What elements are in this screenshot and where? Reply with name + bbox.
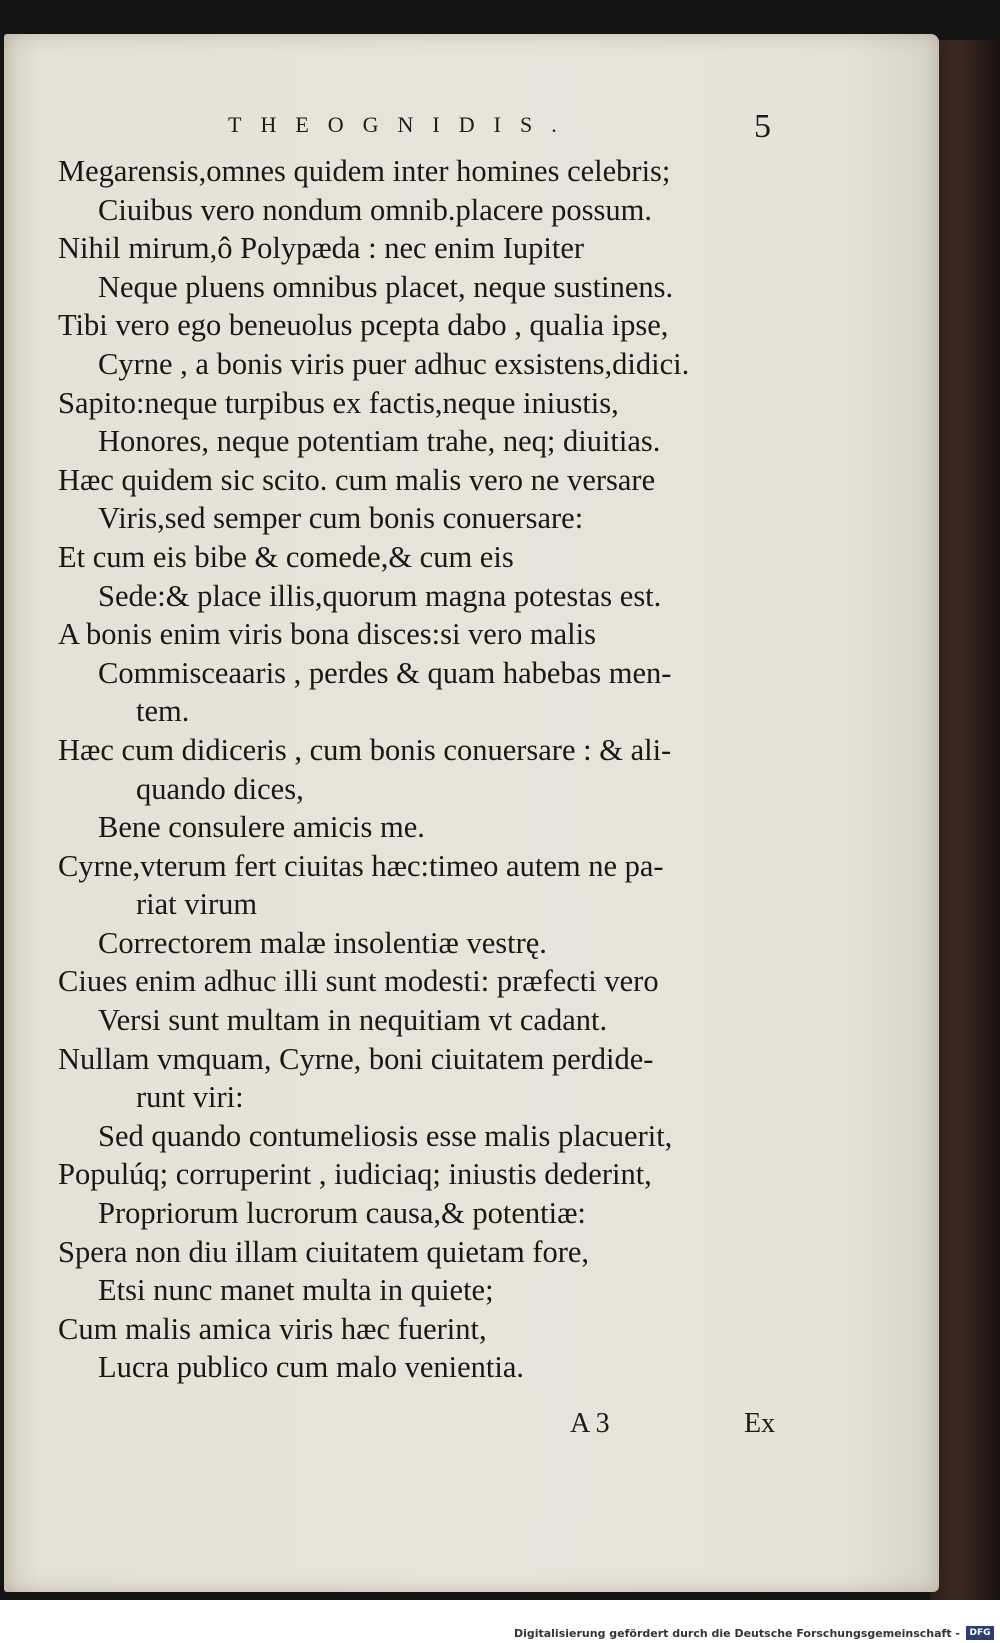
verse-line: Commisceaaris , perdes & quam habebas men- xyxy=(98,655,672,690)
signature-mark: A 3 xyxy=(570,1408,610,1439)
book-edge xyxy=(930,40,1000,1600)
verse-line: tem. xyxy=(136,694,190,729)
footer-credit: Digitalisierung gefördert durch die Deutsche Forschungsgemeinschaft - xyxy=(513,1627,960,1640)
verse-line: Et cum eis bibe & comede,& cum eis xyxy=(58,539,514,574)
verse-line: Versi sunt multam in nequitiam vt cadant. xyxy=(98,1003,608,1038)
verse-line: Megarensis,omnes quidem inter homines celebris; xyxy=(58,154,671,188)
running-head: THEOGNIDIS. xyxy=(228,112,576,137)
verse-line: Hæc cum didiceris , cum bonis conuersare : & ali- xyxy=(58,732,672,767)
verse-line: Ciuibus vero nondum omnib.placere possum. xyxy=(98,192,653,227)
verse-line: Viris,sed semper cum bonis conuersare: xyxy=(98,501,584,536)
verse-line: Cum malis amica viris hæc fuerint, xyxy=(58,1311,487,1346)
verse-line: Spera non diu illam ciuitatem quietam fore, xyxy=(58,1234,590,1269)
verse-line: Lucra publico cum malo venientia. xyxy=(98,1350,525,1385)
verse-line: Populúq; corruperint , iudiciaq; iniustis dederint, xyxy=(58,1157,652,1192)
verse-line: Sed quando contumeliosis esse malis placuerit, xyxy=(98,1118,673,1153)
verse-line: runt viri: xyxy=(136,1080,244,1115)
verse-line: Neque pluens omnibus placet, neque sustinens. xyxy=(98,269,674,304)
catchword: Ex xyxy=(744,1408,776,1439)
verse-line: Bene consulere amicis me. xyxy=(98,810,425,845)
verse-line: Ciues enim adhuc illi sunt modesti: præfecti vero xyxy=(58,964,659,999)
verse-text-block xyxy=(58,152,798,1387)
verse-line: Tibi vero ego beneuolus pcepta dabo , qualia ipse, xyxy=(58,308,669,343)
verse-line: riat virum xyxy=(136,887,258,922)
verse-line: Sapito:neque turpibus ex factis,neque iniustis, xyxy=(58,385,619,420)
verse-line: Etsi nunc manet multa in quiete; xyxy=(98,1273,494,1308)
verse-line: Sede:& place illis,quorum magna potestas est. xyxy=(98,578,662,613)
verse-line: quando dices, xyxy=(136,771,304,806)
dfg-logo: DFG xyxy=(966,1626,994,1640)
verse-line: Nihil mirum,ô Polypæda : nec enim Iupiter xyxy=(58,231,585,266)
verse-line: Nullam vmquam, Cyrne, boni ciuitatem perdide- xyxy=(58,1041,654,1076)
page-number: 5 xyxy=(754,108,771,145)
verse-line: Honores, neque potentiam trahe, neq; diuitias. xyxy=(98,424,661,459)
verse-line: Hæc quidem sic scito. cum malis vero ne versare xyxy=(58,462,656,497)
verse-line: A bonis enim viris bona disces:si vero malis xyxy=(58,617,596,652)
verse-line: Correctorem malæ insolentiæ vestrę. xyxy=(98,925,547,960)
verse-line: Cyrne,vterum fert ciuitas hæc:timeo autem ne pa- xyxy=(58,848,664,883)
verse-line: Propriorum lucrorum causa,& potentiæ: xyxy=(98,1196,586,1231)
verse-line: Cyrne , a bonis viris puer adhuc exsistens,didici. xyxy=(98,346,690,381)
